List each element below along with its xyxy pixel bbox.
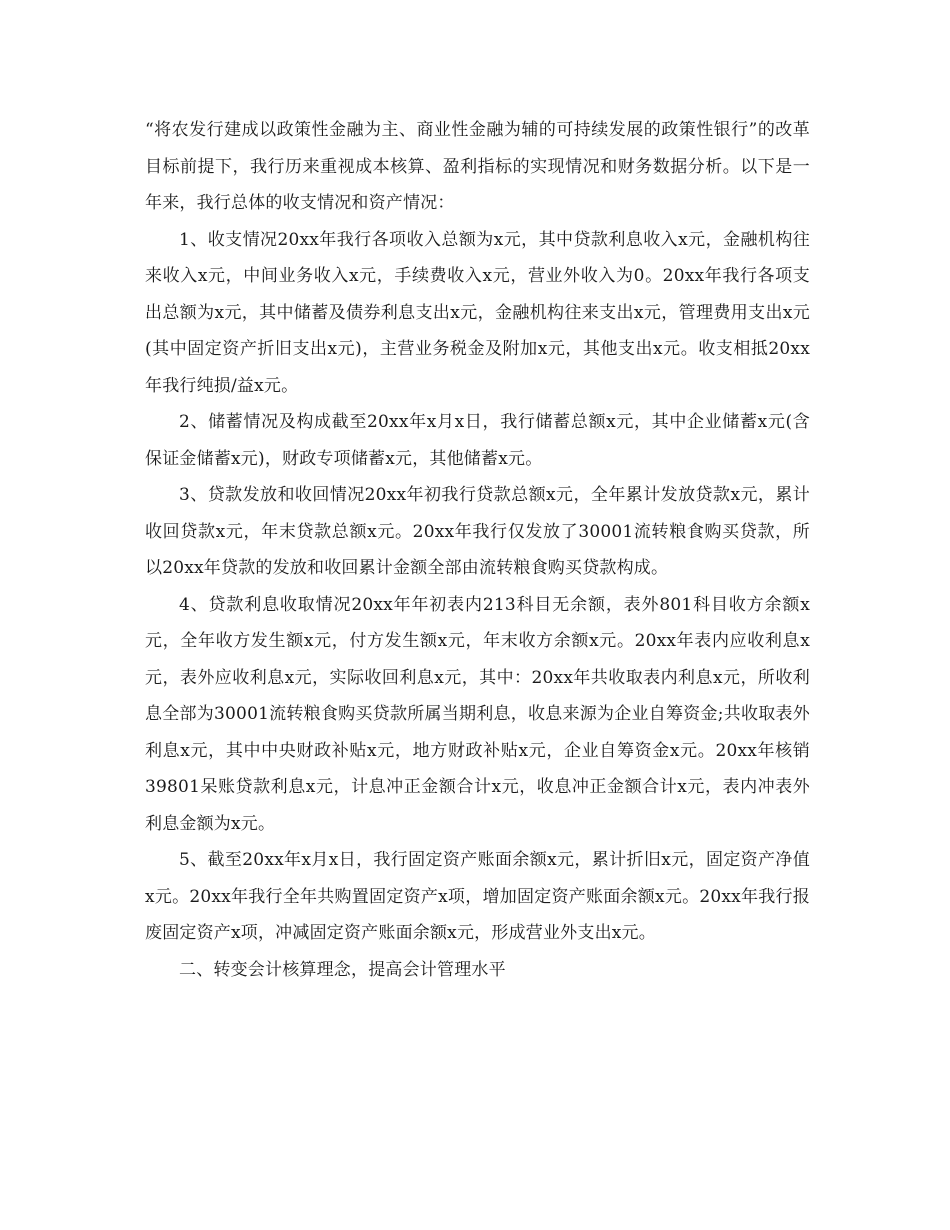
paragraph-fixed-assets: 5、截至20xx年x月x日，我行固定资产账面余额x元，累计折旧x元，固定资产净值x元。20xx年我行全年共购置固定资产x项，增加固定资产账面余额x元。20xx年我行报废固定资产x项，冲减固定资产账面余额x元，形成营业外支出x元。 (145, 850, 810, 943)
document-body (145, 112, 810, 988)
paragraph-interest: 4、贷款利息收取情况20xx年年初表内213科目无余额，表外801科目收方余额x元，全年收方发生额x元，付方发生额x元，年末收方余额x元。20xx年表内应收利息x元，表外应收利息x元，实际收回利息x元，其中：20xx年共收取表内利息x元，所收利息全部为30001流转粮食购买贷款所属当期利息，收息来源为企业自筹资金;共收取表外利息x元，其中中央财政补贴x元，地方财政补贴x元，企业自筹资金x元。20xx年核销39801呆账贷款利息x元，计息冲正金额合计x元，收息冲正金额合计x元，表内冲表外利息金额为x元。 (145, 594, 810, 834)
paragraph-loans: 3、贷款发放和收回情况20xx年初我行贷款总额x元，全年累计发放贷款x元，累计收回贷款x元，年末贷款总额x元。20xx年我行仅发放了30001流转粮食购买贷款，所以20xx年贷款的发放和收回累计金额全部由流转粮食购买贷款构成。 (145, 485, 810, 578)
paragraph-intro: “将农发行建成以政策性金融为主、商业性金融为辅的可持续发展的政策性银行”的改革目标前提下，我行历来重视成本核算、盈利指标的实现情况和财务数据分析。以下是一年来，我行总体的收支情况和资产情况： (145, 120, 810, 213)
paragraph-income-expense: 1、收支情况20xx年我行各项收入总额为x元，其中贷款利息收入x元，金融机构往来收入x元，中间业务收入x元，手续费收入x元，营业外收入为0。20xx年我行各项支出总额为x元，其中储蓄及债券利息支出x元，金融机构往来支出x元，管理费用支出x元(其中固定资产折旧支出x元)，主营业务税金及附加x元，其他支出x元。收支相抵20xx年我行纯损/益x元。 (145, 229, 810, 396)
paragraph-savings: 2、储蓄情况及构成截至20xx年x月x日，我行储蓄总额x元，其中企业储蓄x元(含保证金储蓄x元)，财政专项储蓄x元，其他储蓄x元。 (145, 412, 810, 469)
section-heading: 二、转变会计核算理念，提高会计管理水平 (179, 959, 506, 980)
